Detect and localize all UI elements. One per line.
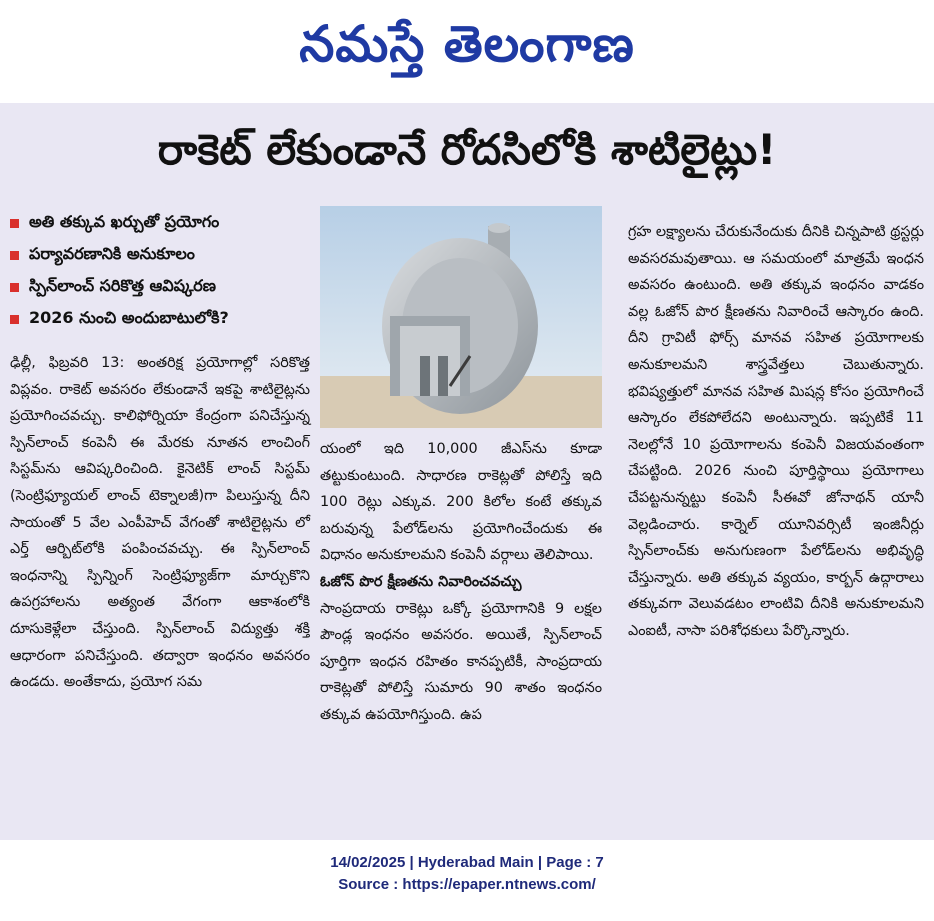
red-square-bullet-icon [10,315,19,324]
article-column-2 [320,436,602,729]
article-paragraph: గ్రహ లక్ష్యాలను చేరుకునేందుకు దీనికి చిన్నపాటి థ్రస్టర్లు అవసరమవుతాయి. ఆ సమయంలో మాత్రమే ఇంధన అవసరం ఉంటుంది. అతి తక్కువ ఇంధనం వాడకం వల్ల ఓజోన్ పొర క్షీణతను నివారించే ఆస్కారం ఉంది. దీని గ్రావిటీ ఫోర్స్ మానవ సహిత ప్రయోగాలకు అనుకూలమని శాస్త్రవేత్తలు చెబుతున్నారు. భవిష్యత్తులో మానవ సహిత మిషన్ల కోసం ప్రయోగించే ఆస్కారం లేకపోలేదని అంటున్నారు. ఇప్పటికే 11 నెలల్లోనే 10 ప్రయోగాలను కంపెనీ విజయవంతంగా చేపట్టింది. 2026 నుంచి పూర్తిస్థాయి ప్రయోగాలు చేపట్టనున్నట్టు కంపెనీ సీఈవో జోనాథన్ యానీ వెల్లడించారు. కార్నెల్ యూనివర్సిటీ ఇంజినీర్లు స్పిన్‌లాంచ్‌కు అనుగుణంగా పేలోడ్‌లను అభివృద్ధి చేస్తున్నారు. అతి తక్కువ వ్యయం, కార్బన్ ఉద్గారాలు తక్కువగా వెలువడటం లాంటివి దీనికి అనుకూలమని ఎంఐటీ, నాసా పరిశోధకులు పేర్కొన్నారు. [628,224,924,639]
newspaper-logo: నమస్తే తెలంగాణ [299,14,635,73]
red-square-bullet-icon [10,219,19,228]
red-square-bullet-icon [10,251,19,260]
bullet-item: అతి తక్కువ ఖర్చుతో ప్రయోగం [10,207,310,239]
source-footer [0,852,934,896]
article-column-1 [10,350,310,696]
article-subheading: ఓజోన్ పొర క్షీణతను నివారించవచ్చు [320,573,522,590]
article-headline: రాకెట్ లేకుండానే రోదసిలోకి శాటిలైట్లు! [157,125,777,174]
bullet-item: స్పిన్‌లాంచ్ సరికొత్త ఆవిష్కరణ [10,271,310,303]
source-link[interactable]: Source : https://epaper.ntnews.com/ [338,876,596,893]
highlight-bullets [10,207,310,335]
article-paragraph: యంలో ఇది 10,000 జీఎస్‌ను కూడా తట్టుకుంటుంది. సాధారణ రాకెట్లతో పోలిస్తే ఇది 100 రెట్లు ఎక్కువ. 200 కిలోల కంటే తక్కువ బరువున్న పేలోడ్‌లను ప్రయోగించేందుకు ఈ విధానం అనుకూలమని కంపెనీ వర్గాలు తెలిపాయి. [320,441,602,564]
edition-info: 14/02/2025 | Hyderabad Main | Page : 7 [330,854,604,871]
spinlaunch-photo [320,206,602,428]
spinlaunch-facility-image [320,206,602,428]
article-column-3 [628,219,924,645]
red-square-bullet-icon [10,283,19,292]
article-clipping [0,103,934,840]
article-paragraph: సాంప్రదాయ రాకెట్లు ఒక్కో ప్రయోగానికి 9 లక్షల పౌండ్ల ఇంధనం అవసరం. అయితే, స్పిన్‌లాంచ్ పూర్తిగా ఇంధన రహితం కానప్పటికీ, సాంప్రదాయ రాకెట్లతో పోలిస్తే సుమారు 90 శాతం ఇంధనం తక్కువ ఉపయోగిస్తుంది. ఉప [320,600,602,723]
masthead [0,0,934,100]
bullet-item: 2026 నుంచి అందుబాటులోకి? [10,303,310,335]
bullet-item: పర్యావరణానికి అనుకూలం [10,239,310,271]
article-paragraph: ఢిల్లీ, ఫిబ్రవరి 13: అంతరిక్ష ప్రయోగాల్లో సరికొత్త విప్లవం. రాకెట్ అవసరం లేకుండానే ఇకపై శాటిలైట్లను ప్రయోగించవచ్చు. కాలిఫోర్నియా కేంద్రంగా పనిచేస్తున్న స్పిన్‌లాంచ్ కంపెనీ ఈ మేరకు నూతన లాంచింగ్ సిస్టమ్‌ను ఆవిష్కరించింది. కైనెటిక్ లాంచ్ సిస్టమ్ (సెంట్రిఫ్యూయల్ లాంచ్ టెక్నాలజీ)గా పిలుస్తున్న దీని సాయంతో 5 వేల ఎంపీహెచ్ వేగంతో శాటిలైట్లను లో ఎర్త్ ఆర్బిట్‌లోకి పంపించవచ్చు. ఈ స్పిన్‌లాంచ్ ఇంధనాన్ని స్పిన్నింగ్ సెంట్రిఫ్యూజ్‌గా మార్చుకొని ఉపగ్రహాలను అత్యంత వేగంగా ఆకాశంలోకి దూసుకెళ్లేలా చేస్తుంది. స్పిన్‌లాంచ్ విద్యుత్తు శక్తి ఆధారంగా పనిచేస్తుంది. తద్వారా ఇంధనం అవసరం ఉండదు. అంతేకాదు, ప్రయోగ సమ [10,355,310,691]
